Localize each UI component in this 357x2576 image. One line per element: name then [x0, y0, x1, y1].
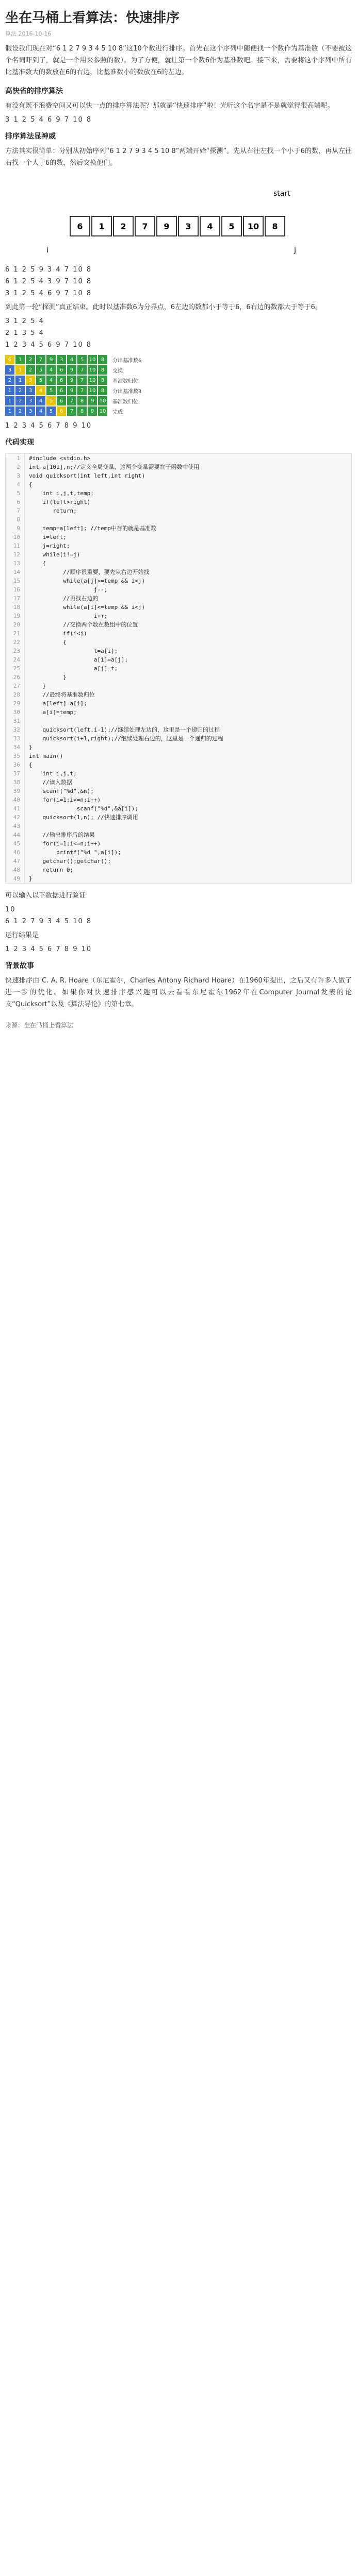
code-line — [6, 612, 351, 620]
code-line — [6, 568, 351, 577]
code-line — [6, 541, 351, 550]
flow-cell: 10 — [98, 396, 107, 405]
code-text: quicksort(1,n); //快速排序调用 — [29, 814, 138, 821]
sequence: 3 1 2 5 4 — [5, 317, 44, 325]
line-number: 4 — [6, 480, 25, 489]
intro-paragraph: 有没有既不浪费空间又可以快一点的排序算法呢？那就是“快速排序”啦！光听这个名字是不是就觉得很高端呢。 — [5, 102, 334, 110]
array-cell-value: 4 — [207, 222, 213, 231]
line-number: 1 — [6, 454, 25, 463]
flow-cell: 7 — [77, 365, 87, 375]
code-line — [6, 629, 351, 638]
line-number: 19 — [6, 612, 25, 620]
article — [5, 7, 352, 1029]
flow-cell: 10 — [88, 386, 97, 395]
pointer-i-label: i — [46, 246, 48, 255]
code-text: int main() — [29, 753, 63, 759]
line-number: 14 — [6, 568, 25, 577]
line-number: 40 — [6, 795, 25, 804]
line-number: 23 — [6, 647, 25, 655]
code-line — [6, 498, 351, 506]
flow-cell: 10 — [98, 406, 107, 416]
flow-cell: 10 — [88, 365, 97, 375]
code-line — [6, 717, 351, 725]
paragraph: 快速排序由 C. A. R. Hoare（东尼霍尔，Charles Antony Richard Hoare）在1960年提出，之后又有许多人做了进一步的优化。如果你对快速排序感兴趣可以去看看东尼霍尔1962年在Computer Journal发表的论文“Quicksort”以及《算法导论》的第七章。 — [5, 977, 352, 1008]
array-cell-value: 1 — [99, 222, 105, 231]
code-line — [6, 550, 351, 559]
code-line — [6, 515, 351, 524]
flow-row — [5, 396, 352, 405]
line-number: 41 — [6, 804, 25, 813]
section-heading: 排序算法显神威 — [5, 132, 56, 141]
flow-cell: 9 — [67, 365, 76, 375]
result-line: 1 2 3 4 5 6 7 8 9 10 — [5, 945, 92, 953]
code-text — [25, 717, 29, 725]
line-number: 34 — [6, 743, 25, 752]
code-line — [6, 752, 351, 760]
code-line — [6, 778, 351, 787]
flow-cell: 10 — [88, 376, 97, 385]
flow-cell: 6 — [57, 396, 66, 405]
code-text — [25, 515, 29, 524]
sequence: 3 1 2 5 4 6 9 7 10 8 — [5, 290, 92, 297]
paragraph: 方法其实很简单：分别从初始序列“6 1 2 7 9 3 4 5 10 8”两端开始“探测”。先从右往左找一个小于6的数，再从左往右找一个大于6的数，然后交换他们。 — [5, 147, 352, 167]
flow-cell: 7 — [67, 396, 76, 405]
line-number: 37 — [6, 769, 25, 778]
page-title: 坐在马桶上看算法：快速排序 — [5, 10, 180, 26]
section-heading: 高快省的排序算法 — [5, 87, 63, 95]
line-number: 38 — [6, 778, 25, 787]
line-number: 5 — [6, 489, 25, 498]
line-number: 45 — [6, 839, 25, 848]
flow-cell: 5 — [36, 376, 45, 385]
code-line — [6, 734, 351, 743]
line-number: 16 — [6, 585, 25, 594]
line-number: 2 — [6, 463, 25, 471]
flow-cell: 4 — [36, 406, 45, 416]
code-text: a[i]=temp; — [29, 709, 77, 716]
code-text: a[left]=a[i]; — [29, 700, 87, 707]
flow-cell: 1 — [15, 365, 25, 375]
line-number: 17 — [6, 594, 25, 603]
flow-cell: 9 — [67, 376, 76, 385]
line-number: 7 — [6, 506, 25, 515]
code-line — [6, 533, 351, 541]
code-line — [6, 506, 351, 515]
code-text: i++; — [29, 613, 108, 619]
flow-cell: 1 — [5, 406, 14, 416]
code-text: } — [29, 674, 67, 681]
code-line — [6, 664, 351, 673]
section-heading: 代码实现 — [5, 438, 34, 447]
code-line — [6, 471, 351, 480]
flow-cell: 5 — [46, 396, 56, 405]
flow-row — [5, 365, 352, 375]
code-text: { — [29, 761, 33, 768]
line-number: 25 — [6, 664, 25, 673]
code-text: getchar();getchar(); — [29, 858, 111, 865]
line-number: 35 — [6, 752, 25, 760]
intro-paragraph: 假设我们现在对“6 1 2 7 9 3 4 5 10 8”这10个数进行排序。首先在这个序列中随便找一个数作为基准数（不要被这个名词吓到了，就是一个用来参照的数）。为了方便，就让第一个数6作为基准数吧。接下来，需要将这个序列中所有比基准数大的数放在6的右边，比基准数小的数放在6的左边。 — [5, 45, 352, 76]
code-line — [6, 831, 351, 839]
flow-cell: 8 — [98, 376, 107, 385]
code-text: return 0; — [29, 867, 74, 873]
line-number: 18 — [6, 603, 25, 612]
code-line — [6, 463, 351, 471]
code-text: j--; — [29, 586, 108, 593]
flow-cell: 2 — [15, 386, 25, 395]
code-text: int i,j,t; — [29, 770, 77, 777]
code-text: for(i=1;i<=n;i++) — [29, 796, 101, 803]
code-text: //读入数据 — [29, 779, 72, 786]
code-text: printf("%d ",a[i]); — [29, 849, 121, 856]
code-text: quicksort(i+1,right);//继续处理右边的，这里是一个递归的过程 — [29, 735, 223, 742]
sequence: 3 1 2 5 4 6 9 7 10 8 — [5, 116, 92, 124]
line-number: 22 — [6, 638, 25, 647]
code-block — [5, 453, 352, 884]
line-number: 31 — [6, 717, 25, 725]
code-text: int a[101],n;//定义全局变量，这两个变量需要在子函数中使用 — [29, 464, 200, 470]
code-text: { — [29, 639, 67, 646]
flow-cell: 4 — [36, 386, 45, 395]
code-text: //输出排序后的结果 — [29, 832, 95, 838]
sequence: 1 2 3 4 5 6 7 8 9 10 — [5, 422, 92, 430]
sequence: 6 1 2 5 4 3 9 7 10 8 — [5, 278, 92, 285]
code-line — [6, 725, 351, 734]
line-number: 9 — [6, 524, 25, 533]
code-line — [6, 699, 351, 708]
sequence: 2 1 3 5 4 — [5, 329, 44, 337]
code-line — [6, 454, 351, 463]
code-line — [6, 743, 351, 752]
section-heading: 背景故事 — [5, 962, 34, 970]
flow-cell: 9 — [67, 386, 76, 395]
flow-cell: 9 — [88, 406, 97, 416]
code-line — [6, 638, 351, 647]
process-flow — [5, 355, 352, 416]
array-cell-value: 8 — [272, 222, 278, 231]
code-text: i=left; — [29, 534, 67, 540]
code-line — [6, 804, 351, 813]
flow-cell: 3 — [5, 365, 14, 375]
flow-cell: 3 — [26, 386, 35, 395]
flow-cell: 6 — [57, 365, 66, 375]
array-cell-value: 9 — [164, 222, 170, 231]
flow-note: 基准数归位 — [112, 399, 138, 405]
flow-cell: 5 — [36, 365, 45, 375]
code-line — [6, 813, 351, 822]
line-number: 24 — [6, 655, 25, 664]
code-line — [6, 559, 351, 568]
flow-cell: 5 — [46, 406, 56, 416]
line-number: 48 — [6, 866, 25, 874]
array-cell-value: 2 — [120, 222, 126, 231]
array-cell-value: 3 — [185, 222, 191, 231]
code-line — [6, 787, 351, 795]
code-line — [6, 620, 351, 629]
flow-row — [5, 376, 352, 385]
flow-cell: 4 — [36, 396, 45, 405]
flow-cell: 8 — [98, 355, 107, 364]
flow-cell: 3 — [26, 396, 35, 405]
flow-note: 交换 — [112, 368, 123, 374]
code-line — [6, 822, 351, 831]
line-number: 10 — [6, 533, 25, 541]
code-text: while(a[i]<=temp && i<j) — [29, 604, 145, 611]
flow-cell: 9 — [88, 396, 97, 405]
flow-cell: 1 — [15, 355, 25, 364]
code-line — [6, 585, 351, 594]
line-number: 13 — [6, 559, 25, 568]
code-text: scanf("%d",&n); — [29, 788, 94, 794]
code-text: //最终将基准数归位 — [29, 691, 95, 698]
sequence: 6 1 2 5 9 3 4 7 10 8 — [5, 266, 92, 274]
code-text: //交换两个数在数组中的位置 — [29, 621, 138, 628]
flow-cell: 2 — [26, 365, 35, 375]
flow-cell: 4 — [46, 365, 56, 375]
flow-cell: 10 — [88, 355, 97, 364]
code-line — [6, 603, 351, 612]
flow-cell: 1 — [5, 396, 14, 405]
line-number: 44 — [6, 831, 25, 839]
footer: 来源：坐在马桶上看算法 — [5, 1022, 74, 1029]
line-number: 33 — [6, 734, 25, 743]
code-text: } — [29, 744, 33, 751]
line-number: 29 — [6, 699, 25, 708]
line-number: 46 — [6, 848, 25, 857]
code-line — [6, 647, 351, 655]
flow-cell: 9 — [46, 355, 56, 364]
code-line — [6, 489, 351, 498]
flow-cell: 3 — [57, 355, 66, 364]
code-line — [6, 524, 351, 533]
code-line — [6, 839, 351, 848]
line-number: 43 — [6, 822, 25, 831]
flow-cell: 5 — [46, 386, 56, 395]
flow-cell: 2 — [15, 396, 25, 405]
code-text: } — [29, 683, 46, 689]
code-text: #include <stdio.h> — [29, 455, 91, 462]
flow-row — [5, 386, 352, 395]
flow-cell: 7 — [67, 406, 76, 416]
flow-note: 分出基准数3 — [112, 388, 142, 395]
paragraph: 到此第一轮“探测”真正结束。此时以基准数6为分界点，6左边的数都小于等于6，6右边的数都大于等于6。 — [5, 303, 322, 311]
test-input-line: 6 1 2 7 9 3 4 5 10 8 — [5, 918, 92, 925]
line-number: 12 — [6, 550, 25, 559]
code-text: t=a[i]; — [29, 648, 118, 654]
line-number: 27 — [6, 682, 25, 690]
flow-cell: 1 — [15, 376, 25, 385]
code-line — [6, 655, 351, 664]
code-line — [6, 682, 351, 690]
flow-cell: 4 — [46, 376, 56, 385]
flow-row — [5, 355, 352, 364]
line-number: 47 — [6, 857, 25, 866]
code-line — [6, 848, 351, 857]
array-diagram — [5, 175, 352, 258]
flow-note: 基准数归位 — [112, 378, 138, 384]
code-line — [6, 594, 351, 603]
line-number: 42 — [6, 813, 25, 822]
flow-cell: 6 — [57, 386, 66, 395]
line-number: 26 — [6, 673, 25, 682]
code-text: if(i<j) — [29, 630, 87, 637]
line-number: 32 — [6, 725, 25, 734]
code-text: //再找右边的 — [29, 595, 99, 602]
array-cell-value: 7 — [142, 222, 148, 231]
flow-cell: 2 — [26, 355, 35, 364]
code-text: scanf("%d",&a[i]); — [29, 805, 138, 812]
pointer-j-label: j — [294, 246, 296, 255]
line-number: 49 — [6, 874, 25, 883]
line-number: 21 — [6, 629, 25, 638]
flow-cell: 2 — [5, 376, 14, 385]
code-text: void quicksort(int left,int right) — [29, 472, 145, 479]
code-text: while(a[j]>=temp && i<j) — [29, 578, 145, 584]
line-number: 15 — [6, 577, 25, 585]
flow-cell: 2 — [15, 406, 25, 416]
code-line — [6, 690, 351, 699]
code-text: { — [29, 481, 33, 488]
flow-cell: 6 — [5, 355, 14, 364]
article-meta: 算法 2016-10-16 — [5, 30, 52, 37]
array-figure — [5, 175, 352, 260]
flow-cell: 7 — [36, 355, 45, 364]
flow-cell: 7 — [77, 376, 87, 385]
array-cell-value: 10 — [247, 222, 259, 231]
code-text: a[j]=t; — [29, 665, 118, 672]
paragraph: 运行结果是 — [5, 931, 39, 939]
code-line — [6, 795, 351, 804]
code-line — [6, 769, 351, 778]
flow-cell: 8 — [98, 386, 107, 395]
code-text: { — [29, 560, 46, 567]
array-cell-value: 6 — [77, 222, 83, 231]
sequence: 1 2 3 4 5 6 9 7 10 8 — [5, 341, 92, 349]
code-line — [6, 857, 351, 866]
flow-note: 完成 — [112, 409, 123, 415]
code-text: a[i]=a[j]; — [29, 656, 128, 663]
line-number: 20 — [6, 620, 25, 629]
code-line — [6, 577, 351, 585]
code-line — [6, 866, 351, 874]
line-number: 6 — [6, 498, 25, 506]
code-text: return; — [29, 507, 77, 514]
code-text: if(left>right) — [29, 499, 91, 505]
code-text: while(i!=j) — [29, 551, 80, 558]
code-line — [6, 760, 351, 769]
code-line — [6, 480, 351, 489]
line-number: 28 — [6, 690, 25, 699]
code-text: j=right; — [29, 543, 70, 549]
flow-cell: 8 — [77, 396, 87, 405]
flow-cell: 6 — [57, 376, 66, 385]
code-text — [25, 822, 29, 831]
flow-cell: 3 — [26, 406, 35, 416]
flow-cell: 1 — [5, 386, 14, 395]
code-line — [6, 874, 351, 883]
code-text: for(i=1;i<=n;i++) — [29, 840, 101, 847]
code-text: } — [29, 875, 33, 882]
array-cell-value: 5 — [229, 222, 235, 231]
flow-cell: 4 — [67, 355, 76, 364]
flow-note: 分出基准数6 — [112, 358, 142, 364]
code-line — [6, 708, 351, 717]
code-line — [6, 673, 351, 682]
paragraph: 可以输入以下数据进行验证 — [5, 892, 86, 900]
flow-cell: 8 — [98, 365, 107, 375]
code-text: temp=a[left]; //temp中存的就是基准数 — [29, 525, 156, 532]
code-text: //顺序很重要，要先从右边开始找 — [29, 569, 150, 575]
start-label: start — [273, 190, 290, 198]
line-number: 36 — [6, 760, 25, 769]
flow-cell: 5 — [77, 355, 87, 364]
code-text: quicksort(left,i-1);//继续处理左边的，这里是一个递归的过程 — [29, 726, 220, 733]
line-number: 11 — [6, 541, 25, 550]
line-number: 30 — [6, 708, 25, 717]
line-number: 8 — [6, 515, 25, 524]
flow-cell: 6 — [57, 406, 66, 416]
flow-row — [5, 406, 352, 416]
test-input-line: 10 — [5, 906, 16, 913]
flow-cell: 7 — [77, 386, 87, 395]
code-text: int i,j,t,temp; — [29, 490, 94, 497]
line-number: 3 — [6, 471, 25, 480]
flow-cell: 3 — [26, 376, 35, 385]
flow-cell: 8 — [77, 406, 87, 416]
line-number: 39 — [6, 787, 25, 795]
